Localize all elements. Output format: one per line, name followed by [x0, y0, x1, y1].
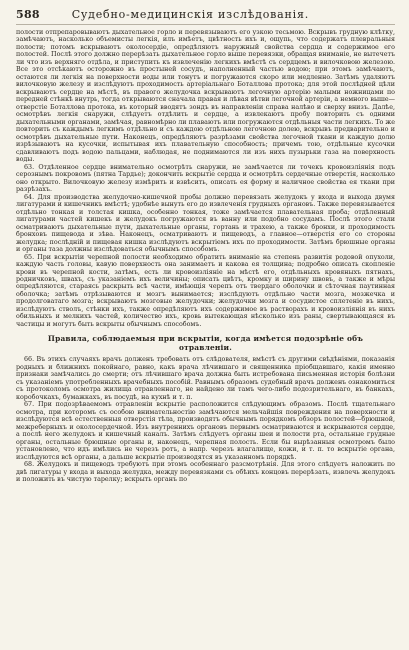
- page-number: 588: [16, 8, 40, 21]
- running-title: Судебно-медицинскія изслѣдованія.: [71, 8, 309, 21]
- paragraph: полости отпрепаровываютъ дыхательное горло и перевязываютъ его узкою тесьмою. Вскрывъ грудную клѣтку, замѣчаютъ, насколько объемисты легкія, илъ имѣетъ, цвѣтность ихъ и, ощупь, что содержатъ плевральныя полости; потомъ вскрываютъ околосердіе, опредѣляютъ наружный свойства сердца и содержимое его полостей. Послѣ этого должно перерѣзать дыхательное горло выше перевязки, обращая вниманіе, не вытечетъ ли что изъ верхняго отдѣла, и приступить къ извлеченію легкихъ вмѣстѣ съ сердцемъ и вилочковою железою. Все это отсѣкаютъ осторожно въ простыней сосудъ, наполненный частью водою; при этомъ замѣчаютъ, остаются ли легкія на поверхности воды или тонутъ и погружаются скоро или медленно. Затѣмъ удаляютъ вилочковую железу и изслѣдуютъ проходимость артеріальнаго Боталлова протока; для этой послѣдней цѣли вскрываютъ сердце на мѣстѣ, въ правого желудочка вскрываютъ легочную артерію малыми ножницами по передней стѣнкѣ внутрь, тогда открываются сначала правая и лѣвая вѣтви легочной артеріи, а немного выше—отверстіе Боталлова протока, въ который вводятъ зондъ въ направленіи справа налѣво и сверху внизъ. Далѣе, осмотрѣвъ легкія снаружи, слѣдуетъ отдѣлить и сердце, а извлекаютъ пробу повторить съ одними дыхательными органами, замѣчая, равномѣрно ли плаваютъ или погружаются отдѣльныя части легкихъ. То же повторить съ каждымъ легкимъ отдѣльно и съ каждою отдѣльною легочною долею, вскрывъ предварительно и осмотрѣвъ дыхательные пути. Наконецъ, опредѣляютъ разрѣзами свойства легочной ткани и каждую долю изрѣзываютъ на кусочки, испытывая ихъ плавательную способность; причемъ тою, отдѣльные кусочки сдавливаютъ подъ водою пальцами, наблюдая, не поднимаются ли изъ нихъ пузырьки газа на поверхность воды.: [16, 29, 395, 164]
- paragraph: 67. При подозрѣваемомъ отравленіи вскрытіе расположится слѣдующимъ образомъ. Послѣ тщательнаго осмотра, при которомъ съ особою внимательностію замѣчаются мельчайшія повреждения на поверхности и изслѣдуются всѣ естественныя отверстія тѣла, производятъ обычнымъ порядкомъ обзоръ полостей—брюшной, межреберныхъ и околосердечной. Изъ внутреннихъ органовъ первымъ осматриваются и вскрываются сердце, а послѣ него желудокъ и кишечный каналъ. Затѣмъ слѣдуетъ органы шеи и полости рта, остальные грудные органы, остальные брюшные органы и, наконецъ, черепная полость. Если бы вырѣзанныя осмотромъ было установлено, что идъ имѣлись не черезъ ротъ, а напр. черезъ влагалище, кожи, и т. п. то вскрытіе органа, изслѣдуются всѣ органы, а дальше вскрытіе производятся въ указанномъ порядкѣ.: [16, 401, 395, 461]
- paragraph: 65. При вскрытіи черепной полости необходимо обратить вниманіе на степень развитія родовой опухоли, каждую часть головы, кавую поверхность она занимаетъ и какова ея толщина; подробно описать скопленіе крови въ черепной кости, затѣмъ, есть ли кровоизліяніе на мѣстѣ его, отдѣльныхъ кровяныхъ пятнахъ, родничковъ, швахъ, съ указаніемъ ихъ величины; описать цвѣтъ, кромку и ширину швовъ, а также и мѣры опредѣляются, стараясь раскрыть всѣ части, имѣющія черепъ отъ твердаго оболочки и сѣточная паутинная оболочка; затѣмъ отрѣзываются и мозгъ вынимается; изслѣдуютъ отдѣльно части мозга, мозжечка и продолговатаго мозга; вскрываютъ мозговые желудочки; желудочки мозга и сосудистое сплетеніе въ нихъ, изслѣдуютъ стволъ, стѣнки ихъ, также опредѣляютъ ихъ содержимое въ растворахъ и кровоизліянія въ нихъ обильныхъ и мелкихъ частей, количество ихъ, кровь вытекающая нѣсколько изъ раны, свертывающаяся въ частицы и могутъ быть вскрыты обычнымъ способомъ.: [16, 253, 395, 328]
- body-text: [16, 29, 395, 484]
- paragraph: 66. Въ этихъ случаяхъ врачъ долженъ требовать отъ слѣдователя, вмѣстѣ съ другими свѣдѣніями, показанія родныхъ и ближнихъ покойнаго, равно, какъ врача лѣчившаго и священника пріобщавшаго, какія именно признаки замѣчались до смерти; отъ лѣчившаго врача должна быть истребована письменная исторія болѣзни съ указаніемъ употребленныхъ врачебныхъ пособій. Равнымъ образомъ судебный врачъ долженъ ознакомиться съ протоколомъ осмотра жилища отравленнаго, не найдено ли тамъ чего-либо подозрительнаго, въ банкахъ, коробочкахъ, бумажкахъ, въ посудѣ, на кухнѣ и т. п.: [16, 356, 395, 401]
- page-header: [16, 8, 395, 25]
- paragraph: 63. Отдѣленное сердце внимательно осмотрѣть снаружи, не замѣчается ли точекъ кровоизліянія подъ серознымъ покровомъ (пятна Тардье); докончить вскрытіе сердца и осмотрѣть сердечные отверстія, насколько оно открыто. Вилочковую железу измѣрить и взвѣсить, описать ея форму и наличное свойства ея ткани при разрѣзахъ.: [16, 163, 395, 194]
- paragraph: 64. Для производства желудочно-кишечной пробы должно перевязать желудокъ у входа и выхода двумя лигатурами и кишечникъ вмѣстѣ; удобнѣе вынуть его до извлеченія грудныхъ органовъ. Также перевязывается отдѣльно тонкая и толстая кишка, особенно тонкая, тоже замѣчается плавательная проба; отдѣленный лигатурами частей кишекъ и желудокъ погружаются въ ванну или подобно сосудамъ. Послѣ этого стали осматриваютъ дыхательные пути, дыхательные органы, гортань и трахею, а также бронхи, и проходимость бронховъ пищевода и зѣва. Наконецъ, осматриваютъ и пищеводъ, а главное—отверстія его со стороны желудка; послѣдній и пищевая кишка изслѣдуютъ вскрытіемъ ихъ по проходимости. Затѣмъ брюшные органы и органы таза должны изслѣдоваться обычнымъ способомъ.: [16, 193, 395, 254]
- paragraph: 68. Желудокъ и пищеводъ требуютъ при этомъ особеннаго разсмотрѣнія. Для этого слѣдуетъ наложить по двѣ лигатуры у входа и выхода желудка, между перевязками съ обѣихъ концовъ перерѣзать, извлечь желудокъ и положить въ чистую тарелку; вскрыть органъ по: [16, 461, 395, 484]
- section-title: Правила, соблюдаемыя при вскрытіи, когда имѣется подозрѣніе объ отравленіи.: [47, 334, 364, 353]
